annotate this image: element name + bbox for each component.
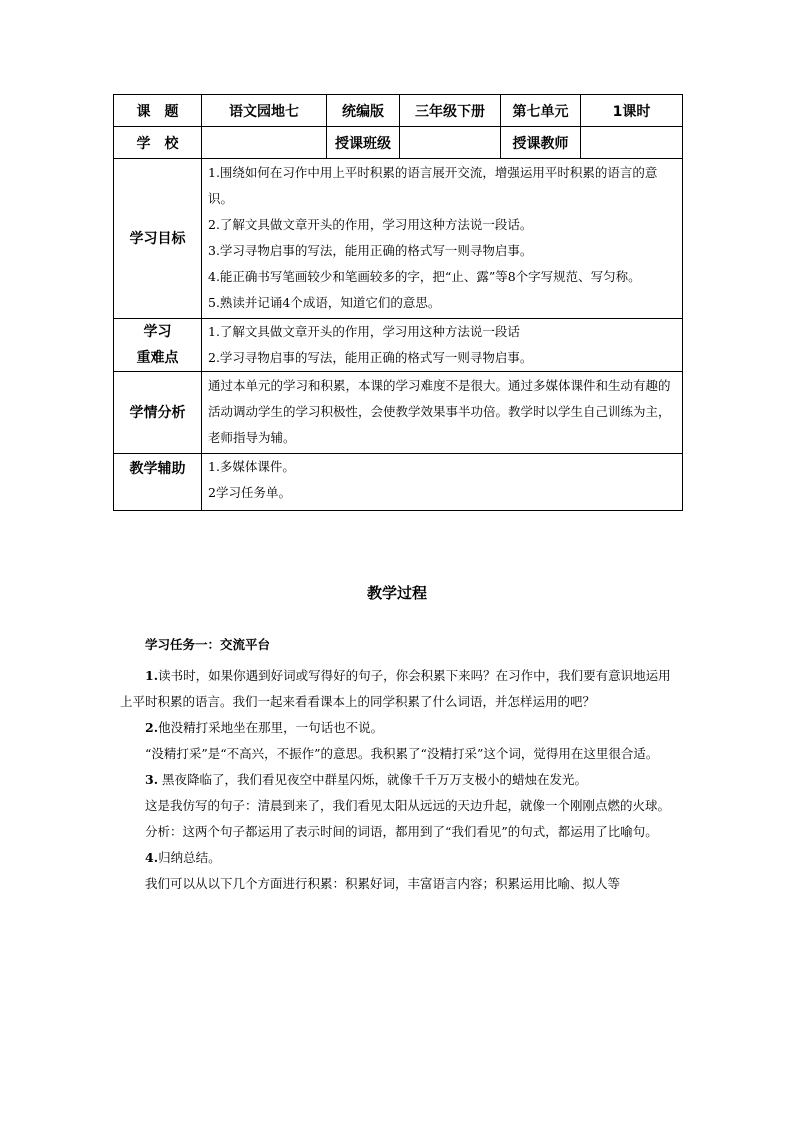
paragraph-number: 2. [145,720,159,735]
process-body [120,632,678,897]
paragraph-text: 归纳总结。 [158,850,221,865]
header-teacher-value [581,127,683,159]
aids-row [114,454,683,511]
keypoint-item: 1.了解文具做文章开头的作用，学习用这种方法说一段话 [208,324,520,339]
paragraph: 这是我仿写的句子：清晨到来了，我们看见太阳从远远的天边升起，就像一个刚刚点燃的火球。 [145,798,671,813]
paragraph: “没精打采”是“不高兴，不振作”的意思。我积累了“没精打采”这个词，觉得用在这里很合适。 [145,746,659,761]
header-class-label: 授课班级 [327,127,400,159]
header-row-1 [114,95,683,127]
aid-item: 1.多媒体课件。 [208,459,295,474]
paragraph-text: 他没精打采地坐在那里，一句话也不说。 [158,720,384,735]
paragraph-number: 1. [145,668,159,683]
header-row-2 [114,127,683,159]
header-school-label: 学 校 [114,127,202,159]
task-heading: 学习任务一：交流平台 [145,637,271,652]
process-title: 教学过程 [366,584,427,602]
paragraph-number: 3. [145,772,159,787]
analysis-row [114,372,683,454]
goal-item: 4.能正确书写笔画较少和笔画较多的字，把“止、露”等8个字写规范、写匀称。 [208,269,641,284]
goals-content [202,159,683,319]
keypoints-label-line1: 学习 [143,324,172,340]
paragraph [120,715,678,741]
goals-row [114,159,683,319]
lesson-plan-table [113,94,683,511]
paragraph-text: 黑夜降临了，我们看见夜空中群星闪烁，就像千千万万支极小的蜡烛在发光。 [158,772,588,787]
paragraph-text: 读书时，如果你遇到好词或写得好的句子，你会积累下来吗？在习作中，我们要有意识地运用上平时积累的语言。我们一起来看看课本上的同学积累了什么词语，并怎样运用的吧？ [120,668,671,709]
header-unit: 第七单元 [501,95,581,127]
aids-content [202,454,683,511]
keypoint-item: 2.学习寻物启事的写法，能用正确的格式写一则寻物启事。 [208,350,533,365]
goals-label: 学习目标 [114,159,202,319]
keypoints-content [202,319,683,372]
header-course-label: 课 题 [114,95,202,127]
paragraph [120,845,678,871]
paragraph [120,767,678,793]
analysis-content [202,372,683,454]
header-teacher-label: 授课教师 [501,127,581,159]
header-hours: 1课时 [581,95,683,127]
analysis-text: 通过本单元的学习和积累，本课的学习难度不是很大。通过多媒体课件和生动有趣的活动调动学生的学习积极性，会使教学效果事半功倍。教学时以学生自己训练为主，老师指导为辅。 [208,378,671,445]
header-class-value [400,127,501,159]
header-course-name: 语文园地七 [202,95,327,127]
analysis-label: 学情分析 [114,372,202,454]
goal-item: 3.学习寻物启事的写法，能用正确的格式写一则寻物启事。 [208,243,533,258]
goal-item: 2.了解文具做文章开头的作用，学习用这种方法说一段话。 [208,217,533,232]
header-grade: 三年级下册 [400,95,501,127]
header-edition: 统编版 [327,95,400,127]
keypoints-row [114,319,683,372]
header-school-value [202,127,327,159]
keypoints-label-line2: 重难点 [136,350,179,366]
goal-item: 5.熟读并记诵4个成语，知道它们的意思。 [208,295,441,310]
paragraph-number: 4. [145,850,159,865]
aids-label: 教学辅助 [114,454,202,511]
paragraph: 分析：这两个句子都运用了表示时间的词语，都用到了“我们看见”的句式，都运用了比喻句。 [145,824,658,839]
goal-item: 1.围绕如何在习作中用上平时积累的语言展开交流，增强运用平时积累的语言的意识。 [208,165,658,206]
aid-item: 2学习任务单。 [208,485,291,500]
keypoints-label [114,319,202,372]
paragraph [120,663,678,715]
paragraph: 我们可以从以下几个方面进行积累：积累好词，丰富语言内容；积累运用比喻、拟人等 [145,876,621,891]
